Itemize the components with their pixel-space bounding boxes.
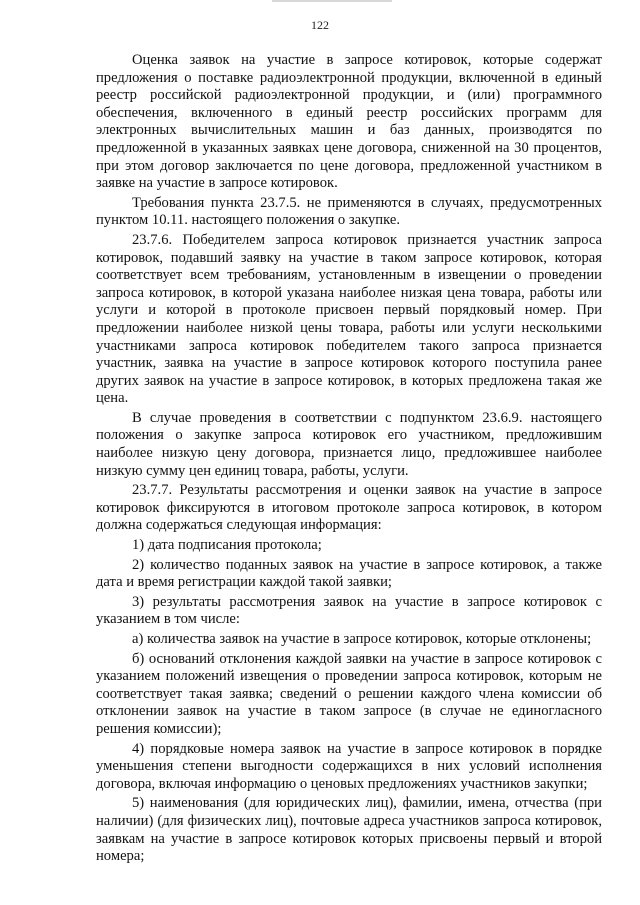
list-item-5-participant-names: 5) наименования (для юридических лиц), фамилии, имена, отчества (при наличии) (для физических лиц), почтовые адреса участников запроса котировок, заявкам на участие в запросе котировок которых присвоены первый и второй номера; [96, 795, 602, 865]
paragraph-23-7-7-protocol: 23.7.7. Результаты рассмотрения и оценки заявок на участие в запросе котировок фиксируются в итоговом протоколе запроса котировок, в котором должна содержаться следующая информация: [96, 482, 602, 534]
paragraph-23-7-6-winner: 23.7.6. Победителем запроса котировок признается участник запроса котировок, подавший заявку на участие в таком запросе котировок, которая соответствует всем требованиям, установленным в извещении о проведении запроса котировок, в которой указана наиболее низкая цена товара, работы или услуги и которой в протоколе присвоен первый порядковый номер. При предложении наиболее низкой цены товара, работы или услуги несколькими участниками запроса котировок победителем такого запроса признается участник, заявка на участие в запросе котировок которого поступила ранее других заявок на участие в запросе котировок, в которых предложена такая же цена. [96, 231, 602, 407]
list-item-4-ranking-numbers: 4) порядковые номера заявок на участие в запросе котировок в порядке уменьшения степени выгодности содержащихся в них условий исполнения договора, включая информацию о ценовых предложениях участников закупки; [96, 740, 602, 792]
paragraph-requirements-exception: Требования пункта 23.7.5. не применяются в случаях, предусмотренных пунктом 10.11. настоящего положения о закупке. [96, 194, 602, 229]
document-body [96, 52, 602, 866]
list-item-2-applications-count: 2) количество поданных заявок на участие в запросе котировок, а также дата и время регистрации каждой такой заявки; [96, 556, 602, 591]
paragraph-evaluation: Оценка заявок на участие в запросе котировок, которые содержат предложения о поставке радиоэлектронной продукции, включенной в единый реестр российской радиоэлектронной продукции, и (или) программного обеспечения, включенного в единый реестр российских программ для электронных вычислительных машин и баз данных, производятся по предложенной в указанных заявках цене договора, сниженной на 30 процентов, при этом договор заключается по цене договора, предложенной участником в заявке на участие в запросе котировок. [96, 52, 602, 192]
list-item-3-review-results: 3) результаты рассмотрения заявок на участие в запросе котировок с указанием в том числе: [96, 593, 602, 628]
list-item-1-signing-date: 1) дата подписания протокола; [132, 537, 322, 554]
sublist-item-b-rejection-grounds: б) оснований отклонения каждой заявки на участие в запросе котировок с указанием положений извещения о проведении запроса котировок, которым не соответствует такая заявка; сведений о решении каждого члена комиссии об отклонении заявок на участие в таком запросе (в случае не единогласного решения комиссии); [96, 650, 602, 737]
sublist-item-a-rejected-count: а) количества заявок на участие в запросе котировок, которые отклонены; [132, 631, 592, 647]
page-number: 122 [311, 18, 329, 32]
scan-edge-mark [272, 0, 392, 2]
paragraph-unit-price-case: В случае проведения в соответствии с подпунктом 23.6.9. настоящего положения о закупке запроса котировок его участником, предложившим наиболее низкую цену договора, признается лицо, предложившее наиболее низкую сумму цен единиц товара, работы, услуги. [96, 409, 602, 479]
